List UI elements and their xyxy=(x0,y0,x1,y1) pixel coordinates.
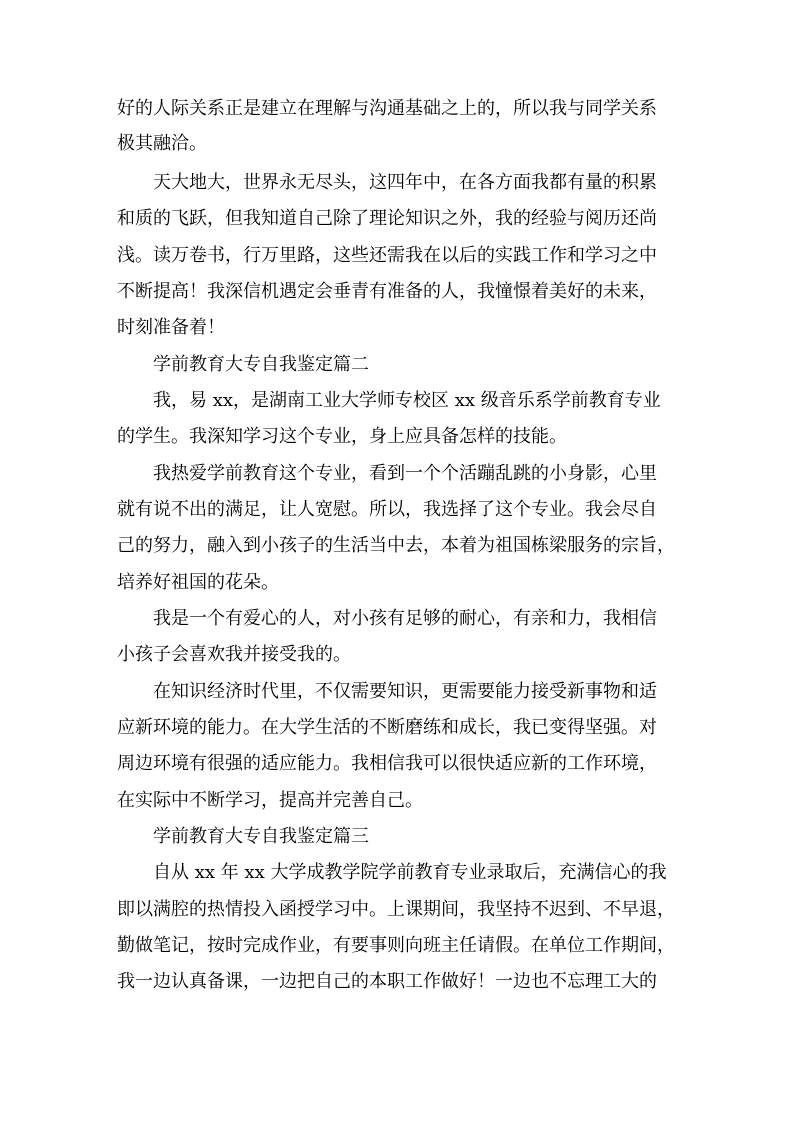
text-line: 小孩子会喜欢我并接受我的。 xyxy=(117,644,351,665)
text-line: 极其融洽。 xyxy=(117,133,207,154)
text-line: 我热爱学前教育这个专业，看到一个个活蹦乱跳的小身影，心里 xyxy=(153,463,657,484)
text-line: 我是一个有爱心的人，对小孩有足够的耐心，有亲和力，我相信 xyxy=(153,608,657,629)
text-line: 时刻准备着！ xyxy=(117,317,225,338)
text-line: 和质的飞跃，但我知道自己除了理论知识之外，我的经验与阅历还尚 xyxy=(117,208,657,229)
text-line: 在实际中不断学习，提高并完善自己。 xyxy=(117,790,423,811)
text-line: 应新环境的能力。在大学生活的不断磨练和成长，我已变得坚强。对 xyxy=(117,717,657,738)
text-line: 在知识经济时代里，不仅需要知识，更需要能力接受新事物和适 xyxy=(153,681,657,702)
text-line: 培养好祖国的花朵。 xyxy=(117,572,279,593)
text-line: 己的努力，融入到小孩子的生活当中去，本着为祖国栋梁服务的宗旨， xyxy=(117,535,675,556)
text-line: 就有说不出的满足，让人宽慰。所以，我选择了这个专业。我会尽自 xyxy=(117,499,657,520)
text-line: 即以满腔的热情投入函授学习中。上课期间，我坚持不迟到、不早退， xyxy=(117,899,675,920)
text-line: 好的人际关系正是建立在理解与沟通基础之上的，所以我与同学关系 xyxy=(117,98,657,119)
text-line: 周边环境有很强的适应能力。我相信我可以很快适应新的工作环境， xyxy=(117,753,657,774)
text-line: 的学生。我深知学习这个专业，身上应具备怎样的技能。 xyxy=(117,426,567,447)
text-line: 勤做笔记，按时完成作业，有要事则向班主任请假。在单位工作期间， xyxy=(117,935,675,956)
text-line: 我，易 xx，是湖南工业大学师专校区 xx 级音乐系学前教育专业 xyxy=(153,390,661,411)
text-line: 浅。读万卷书，行万里路，这些还需我在以后的实践工作和学习之中 xyxy=(117,245,657,266)
text-line: 天大地大，世界永无尽头，这四年中，在各方面我都有量的积累 xyxy=(153,172,657,193)
section-heading: 学前教育大专自我鉴定篇三 xyxy=(153,826,369,847)
text-line: 我一边认真备课，一边把自己的本职工作做好！一边也不忘理工大的 xyxy=(117,971,657,992)
text-line: 不断提高！我深信机遇定会垂青有准备的人，我憧憬着美好的未来， xyxy=(117,281,657,302)
section-heading: 学前教育大专自我鉴定篇二 xyxy=(153,354,369,375)
text-line: 自从 xx 年 xx 大学成教学院学前教育专业录取后，充满信心的我 xyxy=(153,862,667,883)
